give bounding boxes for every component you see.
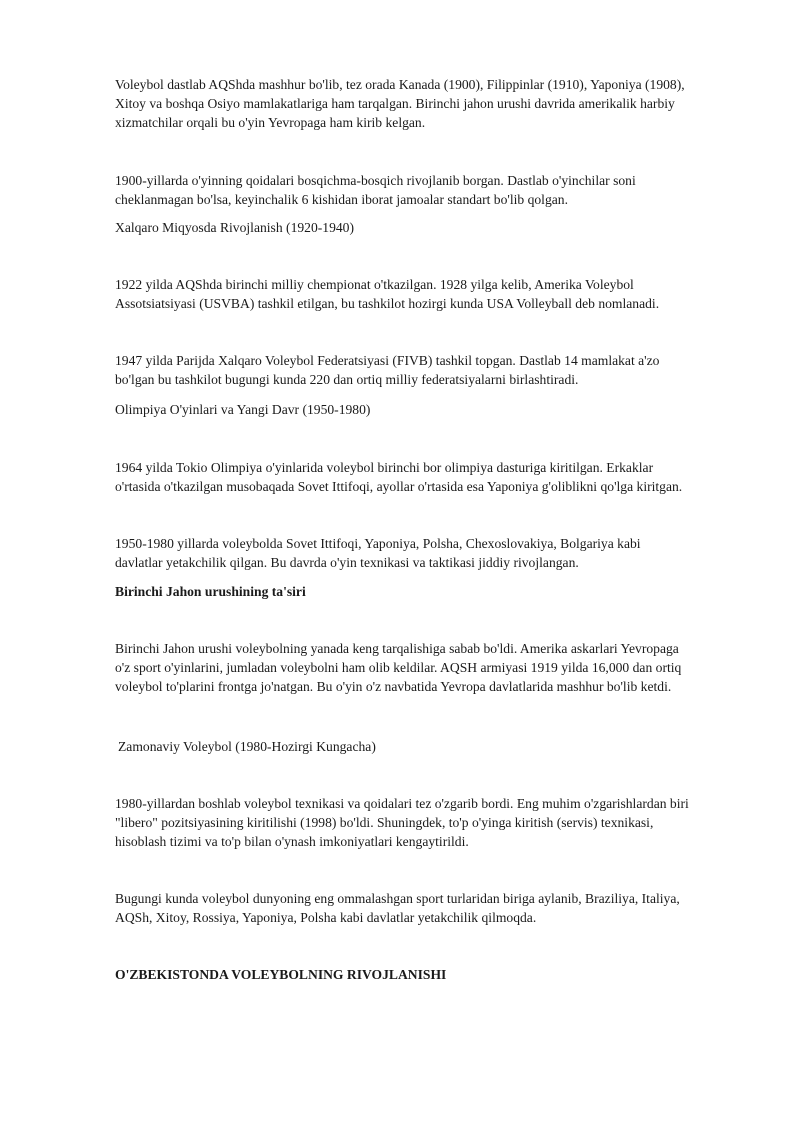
text-line: xizmatchilar orqali bu o'yin Yevropaga ham kirib kelgan. — [115, 115, 426, 130]
paragraph — [115, 458, 755, 496]
text-line: cheklanmagan bo'lsa, keyinchalik 6 kishidan iborat jamoalar standart bo'lib qolgan. — [115, 192, 568, 207]
text-line: o'rtasida o'tkazilgan musobaqada Sovet Ittifoqi, ayollar o'rtasida esa Yaponiya g'oliblikni qo'lga kiritgan. — [115, 479, 683, 494]
paragraph — [115, 639, 755, 696]
text-line: 1980-yillardan boshlab voleybol texnikasi va qoidalari tez o'zgarib bordi. Eng muhim o'zgarishlardan biri — [115, 796, 689, 811]
text-line: Birinchi Jahon urushining ta'siri — [115, 584, 306, 599]
text-line: hisoblash tizimi va to'p bilan o'ynash imkoniyatlari kengaytirildi. — [115, 834, 469, 849]
text-line: bo'lgan bu tashkilot bugungi kunda 220 dan ortiq milliy federatsiyalarni birlashtiradi. — [115, 372, 579, 387]
paragraph — [115, 534, 755, 572]
paragraph — [115, 794, 755, 851]
paragraph — [115, 889, 755, 927]
text-line: o'z sport o'yinlarini, jumladan voleybolni ham olib keldilar. AQSH armiyasi 1919 yilda 16,000 dan ortiq — [115, 660, 682, 675]
text-line: 1950-1980 yillarda voleybolda Sovet Ittifoqi, Yaponiya, Polsha, Chexoslovakiya, Bolgariya kabi — [115, 536, 641, 551]
section-heading — [115, 582, 755, 601]
paragraph — [115, 171, 755, 209]
text-line: "libero" pozitsiyasining kiritilishi (1998) bo'ldi. Shuningdek, to'p o'yinga kiritish (servis) texnikasi, — [115, 815, 654, 830]
text-line: Xalqaro Miqyosda Rivojlanish (1920-1940) — [115, 220, 354, 235]
subheading — [115, 400, 755, 419]
text-line: 1922 yilda AQShda birinchi milliy chempionat o'tkazilgan. 1928 yilga kelib, Amerika Voleybol — [115, 277, 634, 292]
text-line: 1947 yilda Parijda Xalqaro Voleybol Federatsiyasi (FIVB) tashkil topgan. Dastlab 14 mamlakat a'zo — [115, 353, 660, 368]
text-line: AQSh, Xitoy, Rossiya, Yaponiya, Polsha kabi davlatlar yetakchilik qilmoqda. — [115, 910, 537, 925]
section-heading — [115, 965, 755, 984]
text-line: Olimpiya O'yinlari va Yangi Davr (1950-1980) — [115, 402, 371, 417]
subheading — [115, 218, 755, 237]
text-line: Voleybol dastlab AQShda mashhur bo'lib, tez orada Kanada (1900), Filippinlar (1910), Yaponiya (1908), — [115, 77, 685, 92]
text-line: Zamonaviy Voleybol (1980-Hozirgi Kungacha) — [118, 739, 376, 754]
text-line: Xitoy va boshqa Osiyo mamlakatlariga ham tarqalgan. Birinchi jahon urushi davrida amerikalik harbiy — [115, 96, 675, 111]
text-line: davlatlar yetakchilik qilgan. Bu davrda o'yin texnikasi va taktikasi jiddiy rivojlangan. — [115, 555, 579, 570]
text-line: 1964 yilda Tokio Olimpiya o'yinlarida voleybol birinchi bor olimpiya dasturiga kiritilgan. Erkaklar — [115, 460, 654, 475]
text-line: voleybol to'plarini frontga jo'natgan. Bu o'yin o'z navbatida Yevropa davlatlarida mashhur bo'lib ketdi. — [115, 679, 672, 694]
text-line: 1900-yillarda o'yinning qoidalari bosqichma-bosqich rivojlanib borgan. Dastlab o'yinchilar soni — [115, 173, 636, 188]
text-line: Assotsiatsiyasi (USVBA) tashkil etilgan, bu tashkilot hozirgi kunda USA Volleyball deb nomlanadi. — [115, 296, 660, 311]
subheading — [118, 737, 758, 756]
text-line: Bugungi kunda voleybol dunyoning eng ommalashgan sport turlaridan biriga aylanib, Braziliya, Italiya, — [115, 891, 680, 906]
text-line: Birinchi Jahon urushi voleybolning yanada keng tarqalishiga sabab bo'ldi. Amerika askarlari Yevropaga — [115, 641, 679, 656]
paragraph — [115, 351, 755, 389]
text-line: O'ZBEKISTONDA VOLEYBOLNING RIVOJLANISHI — [115, 967, 447, 982]
paragraph — [115, 275, 755, 313]
paragraph — [115, 75, 755, 132]
